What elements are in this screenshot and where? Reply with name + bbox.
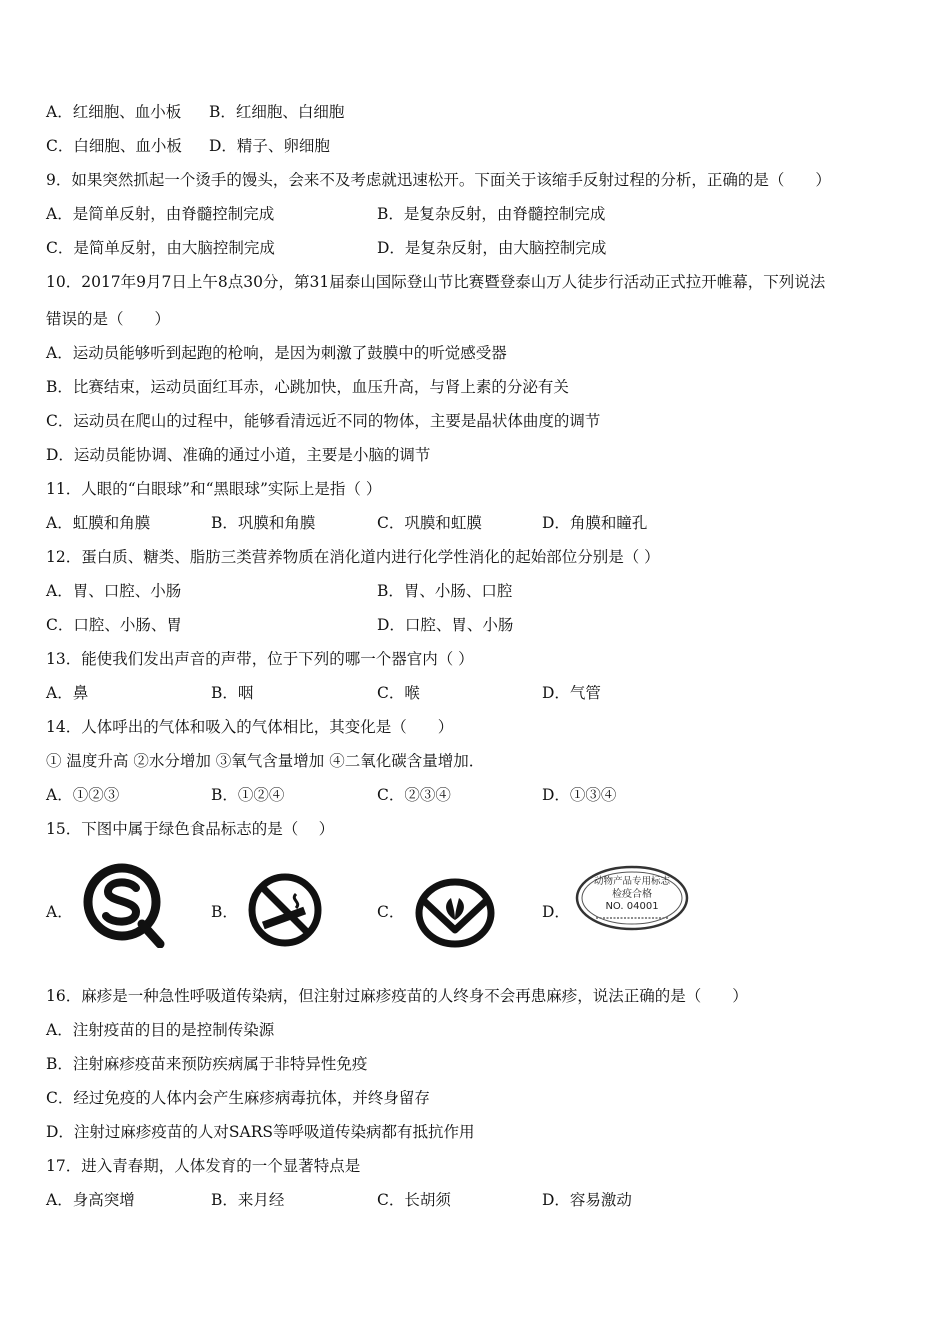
q8-option-d: D．精子、卵细胞 — [209, 137, 330, 155]
q14-items: ① 温度升高 ②水分增加 ③氧气含量增加 ④二氧化碳含量增加． — [46, 752, 485, 770]
qs-mark-icon — [80, 862, 166, 948]
q12-option-d: D．口腔、胃、小肠 — [377, 616, 514, 634]
q10-stem-line2: 错误的是（ ） — [46, 310, 171, 328]
green-food-logo — [413, 878, 497, 948]
quarantine-stamp-logo — [574, 864, 690, 932]
q15-option-c: C． — [377, 903, 405, 921]
q17-stem: 17．进入青春期，人体发育的一个显著特点是 — [46, 1157, 361, 1175]
q10-stem-line1: 10．2017年9月7日上午8点30分，第31届泰山国际登山节比赛暨登泰山万人徒步行活动正式拉开帷幕，下列说法 — [46, 273, 826, 291]
q15-option-d: D． — [542, 903, 570, 921]
q10-option-d: D．运动员能协调、准确的通过小道，主要是小脑的调节 — [46, 446, 431, 464]
q12-option-c: C．口腔、小肠、胃 — [46, 616, 182, 634]
q8-option-a: A．红细胞、血小板 — [46, 103, 182, 121]
q9-option-d: D．是复杂反射，由大脑控制完成 — [377, 239, 607, 257]
q8-option-c: C．白细胞、血小板 — [46, 137, 182, 155]
q13-stem: 13．能使我们发出声音的声带，位于下列的哪一个器官内（ ） — [46, 650, 474, 668]
q16-option-d: D．注射过麻疹疫苗的人对SARS等呼吸道传染病都有抵抗作用 — [46, 1123, 475, 1141]
q14-option-b: B．①②④ — [211, 786, 285, 804]
q16-option-c: C．经过免疫的人体内会产生麻疹病毒抗体，并终身留存 — [46, 1089, 430, 1107]
q16-stem: 16．麻疹是一种急性呼吸道传染病，但注射过麻疹疫苗的人终身不会再患麻疹，说法正确的是（ ） — [46, 987, 748, 1005]
q11-option-d: D．角膜和瞳孔 — [542, 514, 648, 532]
q15-stem: 15．下图中属于绿色食品标志的是（ ） — [46, 820, 335, 838]
q17-option-b: B．来月经 — [211, 1191, 285, 1209]
stamp-line-1: 动物产品专用标志 — [593, 876, 671, 887]
q16-option-b: B．注射麻疹疫苗来预防疾病属于非特异性免疫 — [46, 1055, 368, 1073]
q13-option-c: C．喉 — [377, 684, 420, 702]
q9-option-b: B．是复杂反射，由脊髓控制完成 — [377, 205, 606, 223]
quarantine-stamp-icon — [574, 864, 690, 932]
q12-stem: 12．蛋白质、糖类、脂肪三类营养物质在消化道内进行化学性消化的起始部位分别是（ ） — [46, 548, 660, 566]
q15-option-a: A． — [46, 903, 73, 921]
stamp-line-2: 检疫合格 — [612, 889, 652, 900]
q17-option-a: A．身高突增 — [46, 1191, 135, 1209]
q10-option-c: C．运动员在爬山的过程中，能够看清远近不同的物体，主要是晶状体曲度的调节 — [46, 412, 601, 430]
qs-mark-logo — [80, 862, 166, 948]
q17-option-c: C．长胡须 — [377, 1191, 451, 1209]
q13-option-d: D．气管 — [542, 684, 601, 702]
q9-stem: 9．如果突然抓起一个烫手的馒头，会来不及考虑就迅速松开。下面关于该缩手反射过程的分析，正确的是（ ） — [46, 171, 831, 189]
q13-option-a: A．鼻 — [46, 684, 89, 702]
q17-option-d: D．容易激动 — [542, 1191, 632, 1209]
q12-option-b: B．胃、小肠、口腔 — [377, 582, 513, 600]
no-smoking-icon — [244, 872, 326, 948]
q14-option-c: C．②③④ — [377, 786, 451, 804]
q16-option-a: A．注射疫苗的目的是控制传染源 — [46, 1021, 275, 1039]
stamp-line-3: NO. 04001 — [605, 901, 659, 912]
q11-stem: 11．人眼的“白眼球”和“黑眼球”实际上是指（ ） — [46, 480, 382, 498]
q13-option-b: B．咽 — [211, 684, 254, 702]
q14-option-a: A．①②③ — [46, 786, 120, 804]
q15-option-b: B． — [211, 903, 238, 921]
q14-option-d: D．①③④ — [542, 786, 617, 804]
q10-option-b: B．比赛结束，运动员面红耳赤，心跳加快，血压升高，与肾上素的分泌有关 — [46, 378, 569, 396]
no-smoking-logo — [244, 872, 326, 948]
q10-option-a: A．运动员能够听到起跑的枪响，是因为刺激了鼓膜中的听觉感受器 — [46, 344, 507, 362]
q11-option-a: A．虹膜和角膜 — [46, 514, 151, 532]
q9-option-a: A．是简单反射，由脊髓控制完成 — [46, 205, 275, 223]
q11-option-b: B．巩膜和角膜 — [211, 514, 316, 532]
q9-option-c: C．是简单反射，由大脑控制完成 — [46, 239, 275, 257]
q11-option-c: C．巩膜和虹膜 — [377, 514, 482, 532]
green-food-icon — [413, 878, 497, 948]
q12-option-a: A．胃、口腔、小肠 — [46, 582, 182, 600]
q14-stem: 14．人体呼出的气体和吸入的气体相比，其变化是（ ） — [46, 718, 454, 736]
q8-option-b: B．红细胞、白细胞 — [209, 103, 345, 121]
